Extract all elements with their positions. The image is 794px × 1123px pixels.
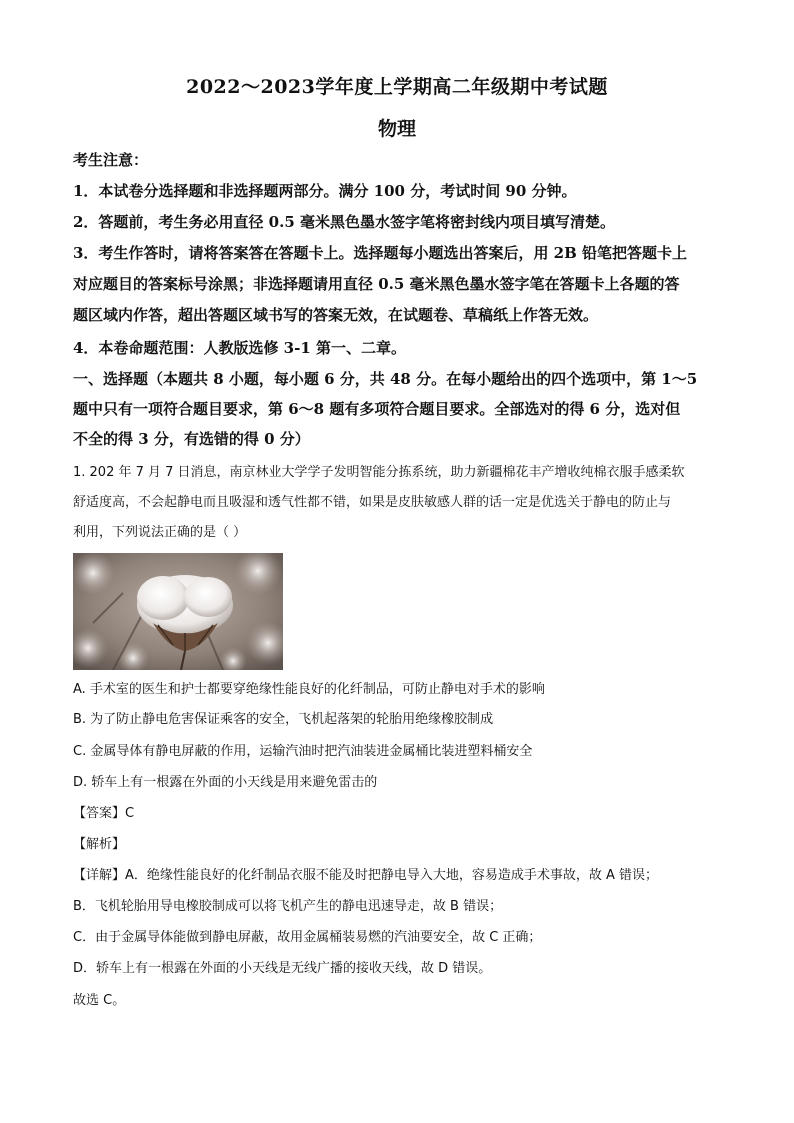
answer-label: 【答案】: [73, 806, 126, 821]
section-instructions: 题中只有一项符合题目要求，第 6～8 题有多项符合题目要求。全部选对的得 6 分，选对但: [73, 400, 681, 418]
question-stem: 利用，下列说法正确的是（ ）: [73, 525, 247, 540]
detail-line: D．轿车上有一根露在外面的小天线是无线广播的接收天线，故 D 错误。: [73, 961, 492, 976]
option-a: A. 手术室的医生和护士都要穿绝缘性能良好的化纤制品，可防止静电对手术的影响: [73, 682, 545, 697]
section-instructions: 不全的得 3 分，有选错的得 0 分）: [73, 430, 310, 448]
notice-heading: 考生注意：: [73, 151, 149, 169]
notice-item: 1．本试卷分选择题和非选择题两部分。满分 100 分，考试时间 90 分钟。: [73, 182, 577, 200]
notice-item: 2．答题前，考生务必用直径 0.5 毫米黑色墨水签字笔将密封线内项目填写清楚。: [73, 213, 615, 231]
notice-item: 题区域内作答，超出答题区域书写的答案无效，在试题卷、草稿纸上作答无效。: [73, 306, 599, 324]
notice-item: 4．本卷命题范围：人教版选修 3-1 第一、二章。: [73, 339, 406, 357]
notice-item: 对应题目的答案标号涂黑；非选择题请用直径 0.5 毫米黑色墨水签字笔在答题卡上各题的答: [73, 275, 680, 293]
option-b: B. 为了防止静电危害保证乘客的安全，飞机起落架的轮胎用绝缘橡胶制成: [73, 712, 494, 727]
detail-line: B．飞机轮胎用导电橡胶制成可以将飞机产生的静电迅速导走，故 B 错误；: [73, 899, 503, 914]
answer-line: [73, 805, 134, 823]
option-d: D. 轿车上有一根露在外面的小天线是用来避免雷击的: [73, 775, 378, 790]
analysis-label: 【解析】: [73, 837, 126, 852]
option-c: C. 金属导体有静电屏蔽的作用，运输汽油时把汽油装进金属桶比装进塑料桶安全: [73, 744, 533, 759]
exam-title: 2022～2023学年度上学期高二年级期中考试题: [186, 76, 608, 98]
detail-line: 【详解】A．绝缘性能良好的化纤制品衣服不能及时把静电导入大地，容易造成手术事故，故 A 错误；: [73, 868, 659, 883]
conclusion-line: 故选 C。: [73, 993, 126, 1008]
question-stem: 舒适度高，不会起静电而且吸湿和透气性都不错，如果是皮肤敏感人群的话一定是优选关于静电的防止与: [73, 495, 672, 510]
question-stem: 1. 202 年 7 月 7 日消息，南京林业大学学子发明智能分拣系统，助力新疆棉花丰产增收纯棉衣服手感柔软: [73, 465, 685, 480]
answer-value: C: [125, 806, 135, 821]
detail-line: C．由于金属导体能做到静电屏蔽，故用金属桶装易燃的汽油要安全，故 C 正确；: [73, 930, 542, 945]
notice-item: 3．考生作答时，请将答案答在答题卡上。选择题每小题选出答案后，用 2B 铅笔把答题卡上: [73, 244, 688, 262]
cotton-photo: [73, 553, 283, 670]
section-instructions: 一、选择题（本题共 8 小题，每小题 6 分，共 48 分。在每小题给出的四个选项中，第 1～5: [73, 370, 698, 388]
subject-title: 物理: [377, 118, 416, 140]
